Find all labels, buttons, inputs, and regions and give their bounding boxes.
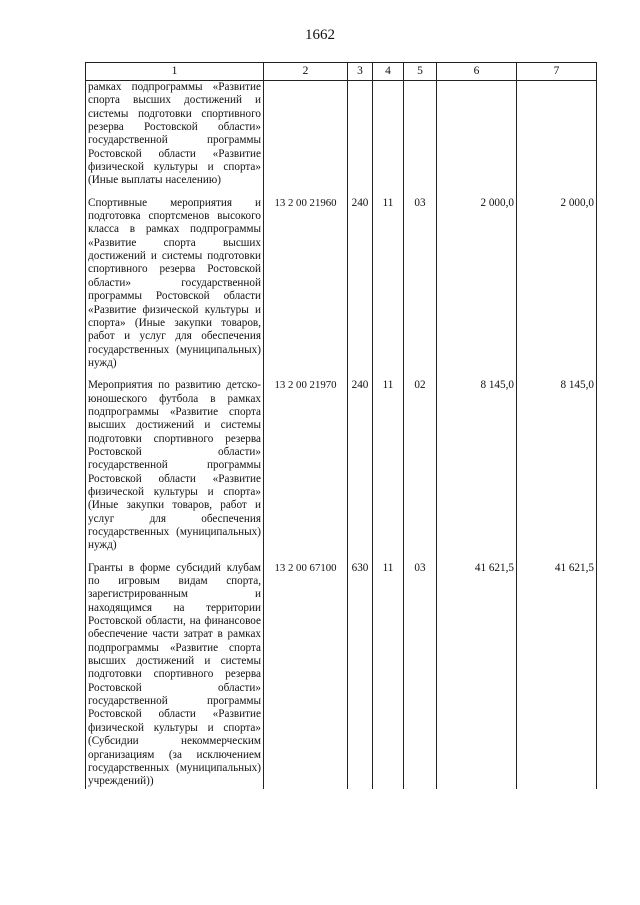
column-header: 6 bbox=[437, 63, 517, 81]
subsection: 03 bbox=[404, 197, 437, 370]
amount-first: 8 145,0 bbox=[437, 379, 517, 552]
amount-second: 8 145,0 bbox=[517, 379, 597, 552]
row-description: Гранты в форме субсидий клубам по игровым видам спорта, зарегистрированным и находящимся на территории Ростовской области, на финансовое обеспечение части затрат в рамках подпрограммы «Развитие спорта высших достижений и системы подготовки спортивного резерва Ростовской области» государственной программы Ростовской области «Развитие физической культуры и спорта» (Субсидии некоммерческим организациям (за исключением государственных (муниципальных) учреждений)) bbox=[86, 562, 264, 789]
row-description: Спортивные мероприятия и подготовка спортсменов высокого класса в рамках подпрограммы «Развитие спорта высших достижений и системы подготовки спортивного резерва Ростовской области» государственной программы Ростовской области «Развитие физической культуры и спорта» (Иные закупки товаров, работ и услуг для обеспечения государственных (муниципальных) нужд) bbox=[86, 197, 264, 370]
column-header: 4 bbox=[373, 63, 404, 81]
column-header: 1 bbox=[86, 63, 264, 81]
table-row-continuation bbox=[86, 81, 597, 188]
amount-first: 41 621,5 bbox=[437, 562, 517, 789]
amount-first: 2 000,0 bbox=[437, 197, 517, 370]
amount-second: 41 621,5 bbox=[517, 562, 597, 789]
target-article-code: 13 2 00 21960 bbox=[264, 197, 348, 370]
table-row bbox=[86, 197, 597, 370]
column-header: 7 bbox=[517, 63, 597, 81]
column-header: 3 bbox=[348, 63, 373, 81]
page-number: 1662 bbox=[305, 27, 335, 43]
budget-table bbox=[85, 62, 597, 789]
column-header: 5 bbox=[404, 63, 437, 81]
expense-type: 240 bbox=[348, 197, 373, 370]
target-article-code: 13 2 00 21970 bbox=[264, 379, 348, 552]
table-row bbox=[86, 379, 597, 552]
table-row bbox=[86, 562, 597, 789]
subsection: 02 bbox=[404, 379, 437, 552]
column-number-row bbox=[86, 63, 597, 81]
amount-second: 2 000,0 bbox=[517, 197, 597, 370]
target-article-code: 13 2 00 67100 bbox=[264, 562, 348, 789]
section: 11 bbox=[373, 379, 404, 552]
expense-type: 240 bbox=[348, 379, 373, 552]
row-description: рамках подпрограммы «Развитие спорта высших достижений и системы подготовки спортивного резерва Ростовской области» государственной программы Ростовской области «Развитие физической культуры и спорта» (Иные выплаты населению) bbox=[86, 81, 264, 188]
column-header: 2 bbox=[264, 63, 348, 81]
expense-type: 630 bbox=[348, 562, 373, 789]
section: 11 bbox=[373, 197, 404, 370]
subsection: 03 bbox=[404, 562, 437, 789]
section: 11 bbox=[373, 562, 404, 789]
row-description: Мероприятия по развитию детско-юношеского футбола в рамках подпрограммы «Развитие спорта высших достижений и системы подготовки спортивного резерва Ростовской области» государственной программы Ростовской области «Развитие физической культуры и спорта» (Иные закупки товаров, работ и услуг для обеспечения государственных (муниципальных) нужд) bbox=[86, 379, 264, 552]
